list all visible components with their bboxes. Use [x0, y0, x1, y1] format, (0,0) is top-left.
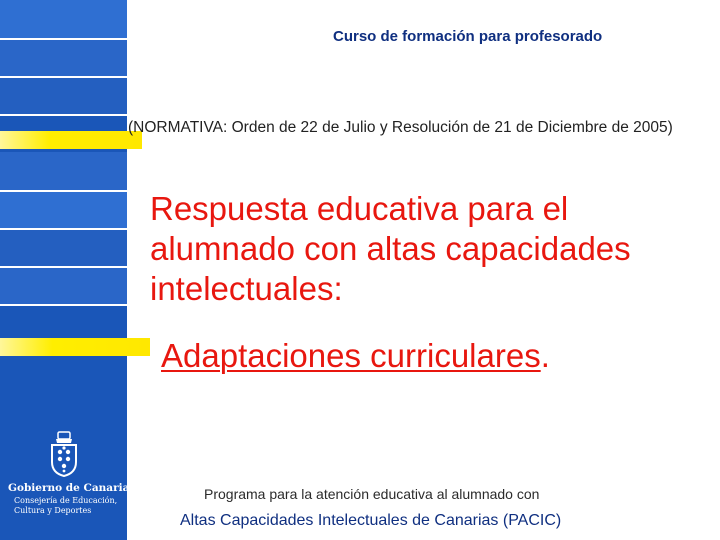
programa-text: Programa para la atención educativa al alumnado con	[204, 486, 540, 502]
gobierno-name: Gobierno de Canarias	[8, 482, 136, 494]
sidebar-pane	[0, 76, 127, 114]
sidebar-divider	[0, 266, 127, 268]
sidebar-pane	[0, 152, 127, 190]
gobierno-logo	[8, 430, 136, 516]
accent-bar-bottom	[0, 338, 150, 356]
sidebar-pane	[0, 266, 127, 304]
accent-bar-top	[0, 131, 142, 149]
sidebar-divider	[0, 114, 127, 116]
sidebar	[0, 0, 136, 540]
subtitle-link: Adaptaciones curriculares	[161, 337, 541, 374]
sidebar-divider	[0, 38, 127, 40]
pacic-text: Altas Capacidades Intelectuales de Canarias (PACIC)	[180, 512, 562, 529]
coat-of-arms-icon	[44, 430, 84, 478]
sidebar-pane	[0, 228, 127, 266]
slide-subtitle	[161, 337, 550, 375]
page-header: Curso de formación para profesorado	[333, 28, 603, 45]
sidebar-divider	[0, 304, 127, 306]
consejeria-name: Consejería de Educación, Cultura y Deportes	[14, 496, 118, 515]
sidebar-divider	[0, 190, 127, 192]
sidebar-divider	[0, 228, 127, 230]
sidebar-divider	[0, 76, 127, 78]
subtitle-period: .	[540, 337, 550, 374]
sidebar-pane	[0, 38, 127, 76]
sidebar-pane	[0, 190, 127, 228]
sidebar-pane	[0, 0, 127, 38]
slide-title: Respuesta educativa para el alumnado con altas capacidades intelectuales:	[150, 190, 631, 307]
normativa-text: (NORMATIVA: Orden de 22 de Julio y Resolución de 21 de Diciembre de 2005)	[128, 119, 673, 136]
